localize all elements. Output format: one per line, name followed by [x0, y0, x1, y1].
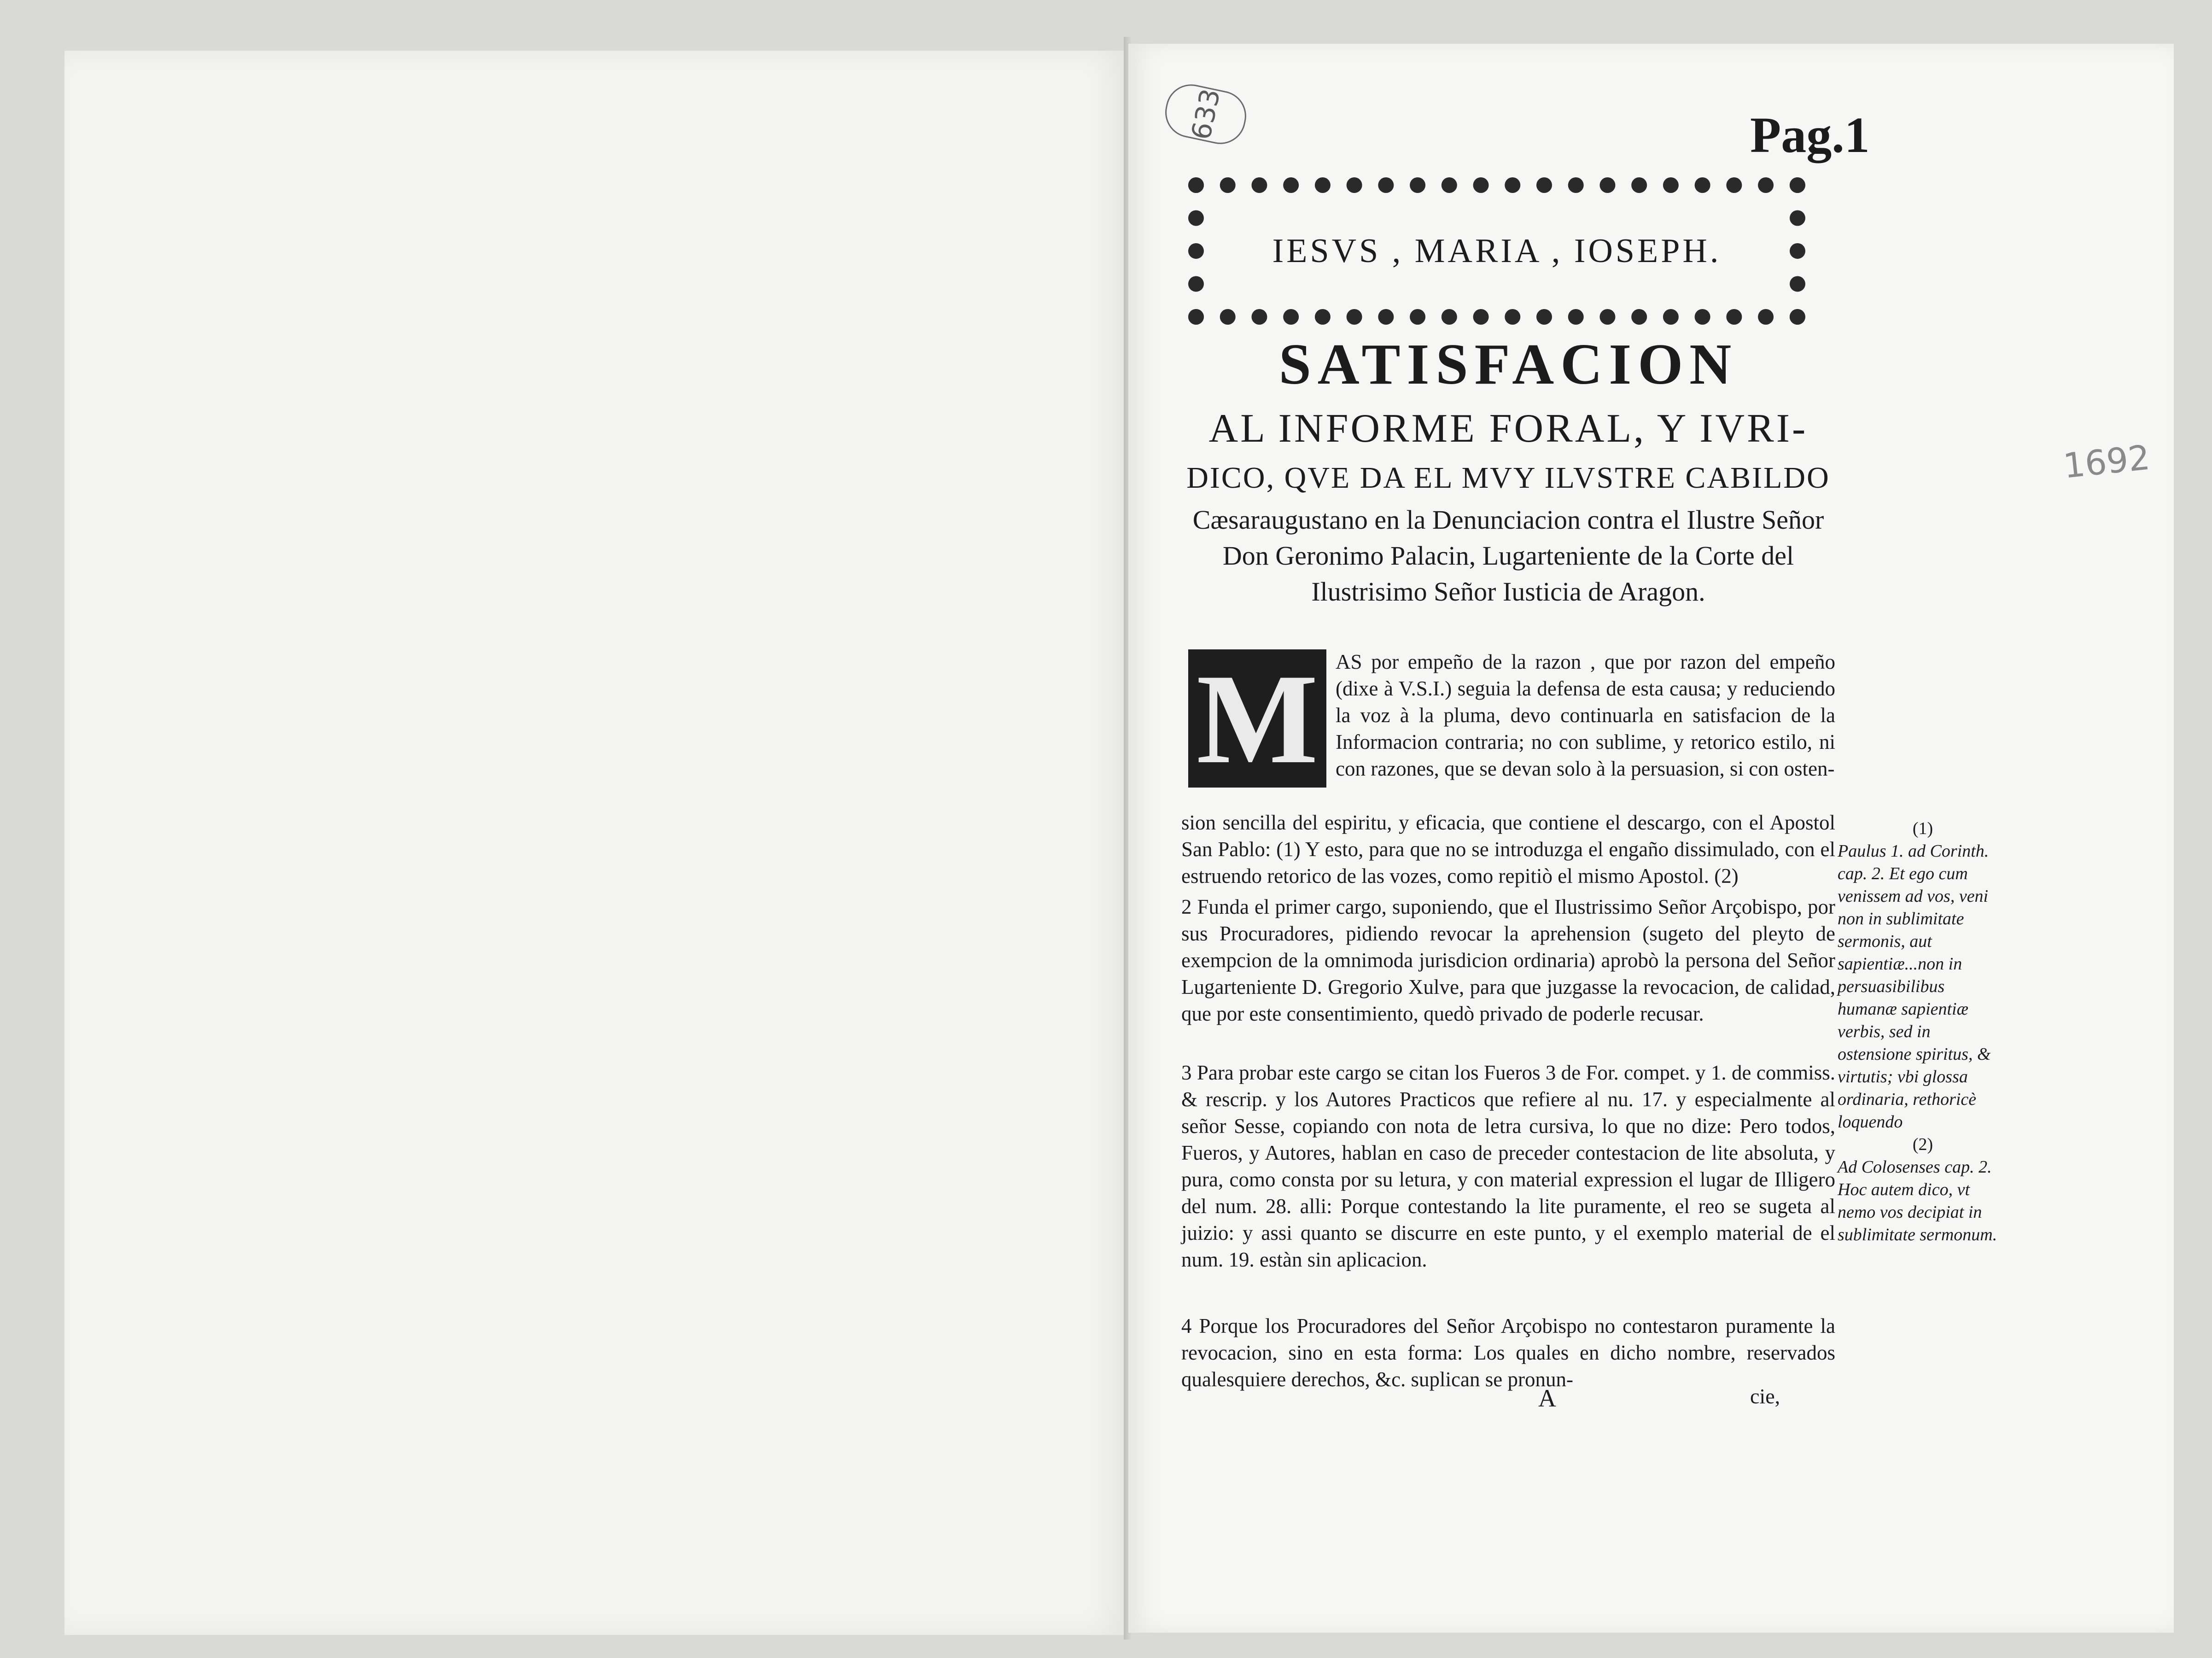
signature-mark: A: [1538, 1384, 1556, 1412]
catchword: cie,: [1750, 1384, 1780, 1408]
paragraph-1-rest: sion sencilla del espiritu, y eficacia, que contiene el descargo, con el Apostol San Pablo: (1) Y esto, para que no se introduzga el engaño dissimulado, con el estruendo retorico de las vozes, como repitiò el mismo Apostol. (2): [1181, 811, 1835, 887]
ornamental-heading: [1188, 177, 1805, 325]
year-note: 1692: [2061, 438, 2152, 486]
note-1-label: (1): [1912, 819, 1933, 838]
accession-stamp: 633: [1161, 80, 1251, 149]
margin-notes: [1838, 817, 2008, 1246]
invocation-heading: IESVS , MARIA , IOSEPH.: [1272, 232, 1722, 270]
page-number: Pag.1: [1750, 107, 1870, 163]
paragraph-2: 2 Funda el primer cargo, suponiendo, que el Ilustrissimo Señor Arçobispo, por sus Procuradores, pidiendo revocar la aprehension (sugeto del pleyto de exempcion de la omnimoda jurisdicion ordinaria) aprobò la persona del Señor Lugarteniente D. Gregorio Xulve, para que juzgasse la revocacion, de calidad, que por este consentimiento, quedò privado de poderle recusar.: [1181, 895, 1835, 1025]
paragraph-1-lead: AS por empeño de la razon , que por razon del empeño (dixe à V.S.I.) seguia la defensa de esta causa; y reduciendo la voz à la pluma, devo continuarla en satisfacion de la Informacion contraria; no con sublime, y retorico estilo, ni con razones, que se devan solo à la persuasion, si con osten-: [1336, 650, 1835, 780]
note-2-text: Ad Colosenses cap. 2. Hoc autem dico, vt nemo vos decipiat in sublimitate sermonum.: [1838, 1157, 1997, 1244]
note-2-label: (2): [1912, 1135, 1933, 1154]
document-title: SATISFACION: [1278, 333, 1738, 397]
paragraph-3: 3 Para probar este cargo se citan los Fueros 3 de For. compet. y 1. de commiss. & rescrip. y los Autores Practicos que refiere al nu. 17. y especialmente al señor Sesse, copiando con nota de letra cursiva, lo que no dize: Pero todos, Fueros, y Autores, hablan en caso de preceder contestacion de lite absoluta, y pura, como consta por su letura, y con material expression el lugar de Illigero del num. 28. alli: Porque contestando la lite puramente, el reo se sugeta al juizio: y assi quanto se discurre en este punto, y el exemplo material de el num. 19. estàn sin aplicacion.: [1181, 1061, 1835, 1271]
decorated-initial: M: [1188, 649, 1326, 788]
subtitle-1: AL INFORME FORAL, Y IVRI-: [1208, 406, 1808, 451]
paragraph-4: 4 Porque los Procuradores del Señor Arçobispo no contestaron puramente la revocacion, sino en esta forma: Los quales en dicho nombre, reservados qualesquiere derechos, &c. suplican se pronun-: [1181, 1314, 1835, 1391]
left-page: [64, 51, 1124, 1635]
subtitle-3: Cæsaraugustano en la Denunciacion contra el Ilustre Señor Don Geronimo Palacin, Lugarteniente de la Corte del Ilustrisimo Señor Iusticia de Aragon.: [1192, 505, 1824, 607]
subtitle-2: DICO, QVE DA EL MVY ILVSTRE CABILDO: [1186, 461, 1830, 495]
note-1-text: Paulus 1. ad Corinth. cap. 2. Et ego cum venissem ad vos, veni non in sublimitate sermonis, aut sapientiæ...non in persuasibilibus humanæ sapientiæ verbis, sed in ostensione spiritus, & virtutis; vbi glossa ordinaria, rethoricè loquendo: [1838, 841, 1991, 1132]
